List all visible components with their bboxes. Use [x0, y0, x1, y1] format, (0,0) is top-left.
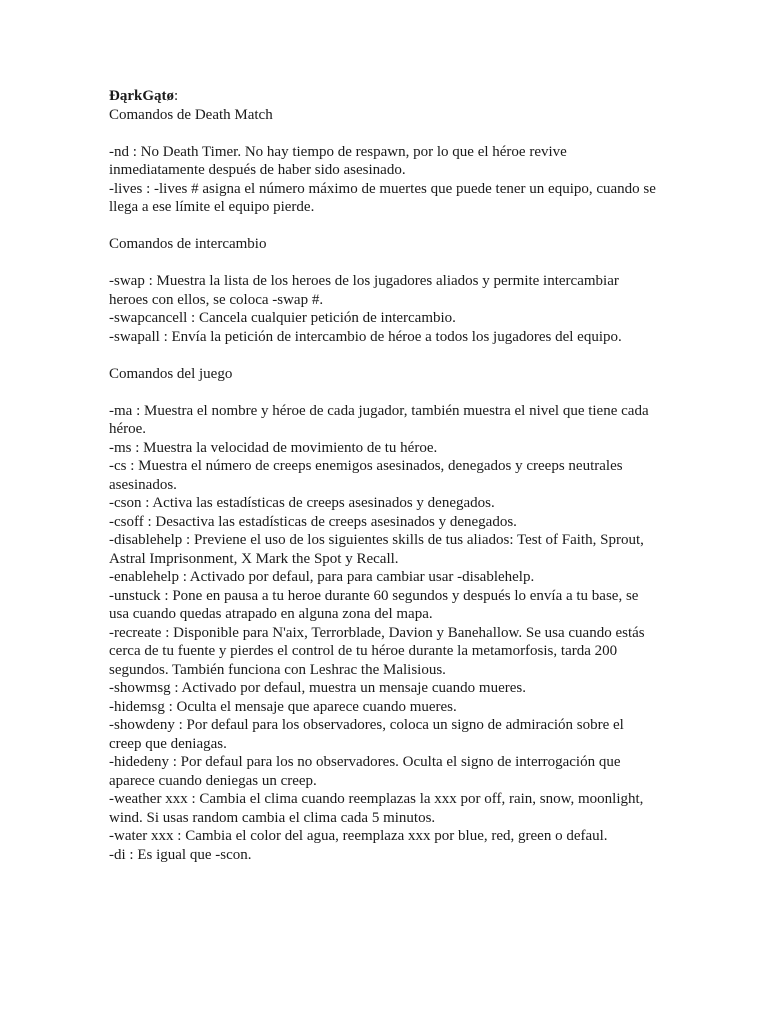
- author-suffix: :: [174, 88, 179, 104]
- command-item: -hidemsg : Oculta el mensaje que aparece cuando mueres.: [109, 698, 457, 715]
- spacer: [109, 217, 657, 236]
- command-item: -weather xxx : Cambia el clima cuando reemplazas la xxx por off, rain, snow, moonlight, wind. Si usas random cambia el clima cada 5 minutos.: [109, 791, 644, 826]
- spacer: [109, 254, 657, 273]
- command-item: -enablehelp : Activado por defaul, para para cambiar usar -disablehelp.: [109, 569, 535, 585]
- command-item: -swapall : Envía la petición de intercambio de héroe a todos los jugadores del equipo.: [109, 328, 622, 345]
- command-item: -hidedeny : Por defaul para los no observadores. Oculta el signo de interrogación que aparece cuando deniegas un creep.: [109, 754, 621, 789]
- author-line: [109, 87, 657, 106]
- command-item: -ms : Muestra la velocidad de movimiento de tu héroe.: [109, 439, 438, 456]
- command-item: -di : Es igual que -scon.: [109, 846, 252, 863]
- command-item: -swap : Muestra la lista de los heroes de los jugadores aliados y permite intercambiar heroes con ellos, se coloca -swap #.: [109, 273, 619, 308]
- command-item: -showdeny : Por defaul para los observadores, coloca un signo de admiración sobre el creep que deniagas.: [109, 717, 624, 752]
- command-item: -csoff : Desactiva las estadísticas de creeps asesinados y denegados.: [109, 513, 517, 530]
- section-title: Comandos del juego: [109, 365, 233, 382]
- command-item: -disablehelp : Previene el uso de los siguientes skills de tus aliados: Test of Faith, Sprout, Astral Imprisonment, X Mark the Spot y Recall.: [109, 532, 644, 567]
- section-title: Comandos de Death Match: [109, 106, 273, 123]
- spacer: [109, 124, 657, 143]
- command-item: -ma : Muestra el nombre y héroe de cada jugador, también muestra el nivel que tiene cada héroe.: [109, 402, 649, 437]
- command-item: -unstuck : Pone en pausa a tu heroe durante 60 segundos y después lo envía a tu base, se usa cuando quedas atrapado en alguna zona del mapa.: [109, 587, 639, 622]
- command-item: -nd : No Death Timer. No hay tiempo de respawn, por lo que el héroe revive inmediatamente después de haber sido asesinado.: [109, 143, 567, 178]
- spacer: [109, 383, 657, 402]
- command-item: -recreate : Disponible para N'aix, Terrorblade, Davion y Banehallow. Se usa cuando estás cerca de tu fuente y pierdes el control de tu héroe durante la metamorfosis, tarda 200 segundos. También funciona con Leshrac the Malisious.: [109, 624, 645, 678]
- author-name: ÐąrkGątø: [109, 88, 174, 104]
- command-item: -cson : Activa las estadísticas de creeps asesinados y denegados.: [109, 495, 495, 511]
- spacer: [109, 346, 657, 365]
- section-title: Comandos de intercambio: [109, 236, 267, 252]
- document-body: [109, 87, 657, 864]
- command-item: -cs : Muestra el número de creeps enemigos asesinados, denegados y creeps neutrales asesinados.: [109, 458, 623, 493]
- command-item: -lives : -lives # asigna el número máximo de muertes que puede tener un equipo, cuando se llega a ese límite el equipo pierde.: [109, 180, 656, 215]
- command-item: -water xxx : Cambia el color del agua, reemplaza xxx por blue, red, green o defaul.: [109, 828, 608, 844]
- command-item: -showmsg : Activado por defaul, muestra un mensaje cuando mueres.: [109, 680, 526, 696]
- command-item: -swapcancell : Cancela cualquier petición de intercambio.: [109, 310, 456, 326]
